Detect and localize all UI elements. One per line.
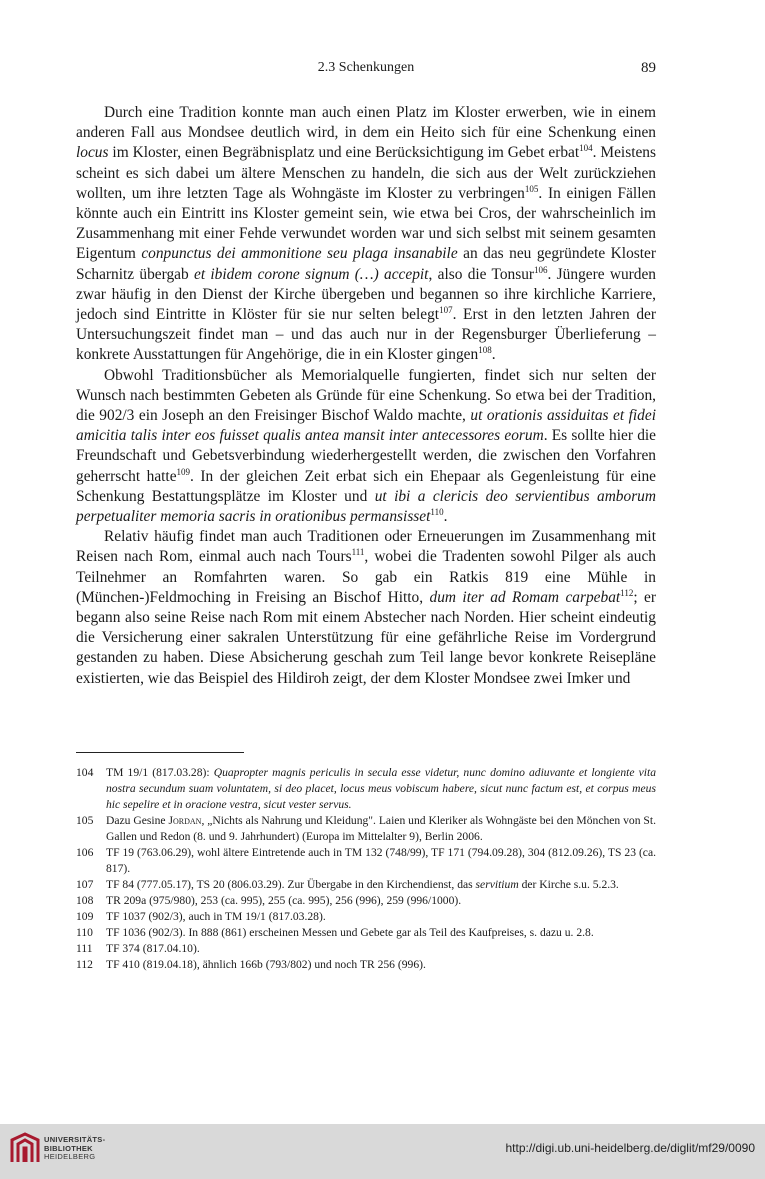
footnote-divider [76, 752, 244, 753]
text-run: Durch eine Tradition konnte man auch einen Platz im Kloster erwerben, wie in einem anderen Fall aus Mondsee deutlich wird, in dem ein Heito sich für eine Schenkung einen [76, 104, 656, 142]
footnote-number: 109 [76, 910, 94, 923]
text-run: Obwohl Traditionsbücher als Memorialquelle fungierten, findet sich nur selten der Wunsch nach bestimmten Gebeten als Gründe für eine Schenkung. So etwa bei der Tradition, die 902/3 ein Joseph an den Freisinger Bischof Waldo machte, [76, 366, 656, 425]
footnote-number: 104 [76, 766, 94, 779]
footnote-106 [76, 845, 656, 877]
footnote-number: 110 [76, 926, 93, 939]
text-run: , also die Tonsur [428, 265, 535, 283]
footnote-111 [76, 941, 656, 957]
footnote-109 [76, 909, 656, 925]
text-run: Relativ häufig findet man auch Traditionen oder Erneuerungen im Zusammenhang mit Reisen nach Rom, einmal auch nach Tours [76, 528, 656, 566]
latin-quote: Quapropter magnis periculis in secula esse videtur, nunc domino adiuvante et longiente vita nostra secundum suam voluntatem, si deo placet, locus meus vobiscum habere, sicut nunc factum est, et corpus meus hic sepelire et in oracione vestra, sicut vester servus. [106, 766, 656, 811]
library-logo-icon [8, 1132, 42, 1166]
footnote-number: 106 [76, 846, 94, 859]
footnote-104 [76, 765, 656, 813]
latin-quote: conpunctus dei ammonitione seu plaga insanabile [141, 245, 458, 263]
footnote-text [106, 877, 656, 893]
footnote-number: 111 [76, 942, 93, 955]
footnote-ref[interactable]: 105 [524, 183, 539, 194]
latin-quote: dum iter ad Romam carpebat [429, 588, 621, 606]
footnote-110 [76, 925, 656, 941]
logo-line: BIBLIOTHEK [44, 1143, 93, 1153]
logo-line: UNIVERSITÄTS- [44, 1135, 106, 1144]
footnote-ref[interactable]: 108 [478, 345, 492, 356]
text-run: . Es sollte hier die Freundschaft und Gebetsverbindung wiederhergestellt werden, die zwischen den Vorfahren geherrscht hatte [76, 427, 656, 485]
footnote-ref[interactable]: 106 [534, 264, 548, 275]
digital-copy-url[interactable]: http://digi.ub.uni-heidelberg.de/diglit/mf29/0090 [505, 1141, 755, 1155]
footnote-112 [76, 957, 656, 973]
footnote-107 [76, 877, 656, 893]
footnotes [76, 765, 656, 973]
text-run: . In der gleichen Zeit erbat sich ein Ehepaar als Gegenleistung für eine Schenkung Bestattungsplätze im Kloster und [76, 467, 657, 505]
library-footer-bar [0, 1124, 765, 1179]
footnote-text: TF 374 (817.04.10). [106, 942, 200, 955]
text-run: . Jüngere wurden zwar häufig in den Dienst der Kirche übergeben und begannen so ihre kirchliche Karriere, jedoch sind Eintritte in Klöster für sie nur selten belegt [76, 265, 656, 324]
text-run: TF 84 (777.05.17), TS 20 (806.03.29). Zur Übergabe in den Kirchendienst, das [106, 878, 476, 891]
latin-quote: ut ibi a clericis deo servientibus amborum perpetualiter memoria sacris in orationibus permansisset [76, 487, 656, 526]
paragraph-3 [76, 527, 656, 689]
running-head: 2.3 Schenkungen [317, 60, 415, 75]
text-run: der Kirche s.u. 5.2.3. [518, 878, 619, 891]
page-header [76, 60, 656, 82]
footnote-text [106, 813, 656, 845]
text-run: . Meistens scheint es sich dabei um ältere Menschen zu handeln, die sich aus der Welt zurückziehen wollten, um ihre letzten Tage als Wohngäste im Kloster zu verbringen [76, 144, 656, 202]
text-run: im Kloster, einen Begräbnisplatz und eine Berücksichtigung im Gebet erbat [108, 144, 580, 162]
latin-term: locus [76, 144, 109, 162]
text-run: . [443, 508, 448, 526]
footnote-number: 107 [76, 878, 94, 891]
text-run: ; er begann also seine Reise nach Rom mit einem Abstecher nach Norden. Hier scheint eindeutig die Versicherung einer sakralen Unterstützung für eine gefährliche Reise im Vordergrund gestanden zu haben. Diese Absicherung geschah zum Teil lange bevor konkrete Reisepläne existierten, wie das Beispiel des Hildiroh zeigt, der dem Kloster Mondsee zwei Imker und [76, 588, 656, 687]
footnote-105 [76, 813, 656, 845]
footnote-text: TF 1036 (902/3). In 888 (861) erscheinen Messen und Gebete gar als Teil des Kaufpreises, s. dazu u. 2.8. [106, 926, 594, 939]
text-run: , „Nichts als Nahrung und Kleidung". Laien und Kleriker als Wohngäste bei den Mönchen von St. Gallen und Redon (8. und 9. Jahrhundert) (Europa im Mittelalter 9), Berlin 2006. [106, 814, 657, 843]
footnote-ref[interactable]: 111 [351, 547, 365, 558]
main-text [76, 103, 656, 689]
text-run: . In einigen Fällen könnte auch ein Eintritt ins Kloster gemeint sein, wie etwa bei Cros, der wahrscheinlich im Zusammenhang mit einer Fehde verwundet worden war und sich selbst mit seinem gesamten Eigentum [76, 184, 656, 263]
footnote-ref[interactable]: 112 [620, 587, 634, 598]
footnote-number: 112 [76, 958, 93, 971]
footnote-text [106, 765, 656, 813]
text-run: Dazu Gesine [106, 814, 169, 827]
paragraph-1 [76, 103, 656, 366]
page-number: 89 [641, 60, 656, 76]
footnote-ref[interactable]: 109 [176, 466, 191, 477]
text-run: an das neu gegründete Kloster Scharnitz übergab [76, 245, 656, 283]
paragraph-2 [76, 366, 656, 528]
footnote-text: TF 1037 (902/3), auch in TM 19/1 (817.03.28). [106, 910, 326, 923]
footnote-108 [76, 893, 656, 909]
footnote-number: 108 [76, 894, 94, 907]
footnote-ref[interactable]: 110 [430, 506, 444, 517]
latin-quote: et ibidem corone signum (…) accepit [194, 265, 429, 283]
text-run: TM 19/1 (817.03.28): [106, 766, 214, 779]
latin-quote: ut orationis assiduitas et fidei amicitia talis inter eos fuisset qualis antea mansit inter antecessores eorum [76, 407, 656, 445]
text-run: , wobei die Tradenten sowohl Pilger als auch Teilnehmer an Romfahrten waren. So gab ein Ratkis 819 eine Mühle in (München-)Feldmoching in Freising an Bischof Hitto, [76, 548, 656, 606]
library-logo-text [44, 1136, 105, 1162]
footnote-text: TF 19 (763.06.29), wohl ältere Eintretende auch in TM 132 (748/99), TF 171 (794.09.28), 304 (812.09.26), TS 23 (ca. 817). [106, 846, 656, 875]
text-run: . Erst in den letzten Jahren der Untersuchungszeit findet man – und das auch nur in der Regensburger Überlieferung – konkrete Ausstattungen für Angehörige, die in ein Kloster gingen [76, 306, 656, 364]
footnote-text: TR 209a (975/980), 253 (ca. 995), 255 (ca. 995), 256 (996), 259 (996/1000). [106, 894, 462, 907]
author-name: Jordan [168, 814, 202, 827]
footnote-text: TF 410 (819.04.18), ähnlich 166b (793/802) und noch TR 256 (996). [106, 958, 426, 971]
footnote-number: 105 [76, 814, 94, 827]
footnote-ref[interactable]: 104 [579, 143, 593, 154]
logo-line: HEIDELBERG [44, 1152, 96, 1161]
footnote-ref[interactable]: 107 [439, 304, 453, 315]
text-run: . [491, 346, 496, 364]
latin-term: servitium [475, 878, 519, 891]
